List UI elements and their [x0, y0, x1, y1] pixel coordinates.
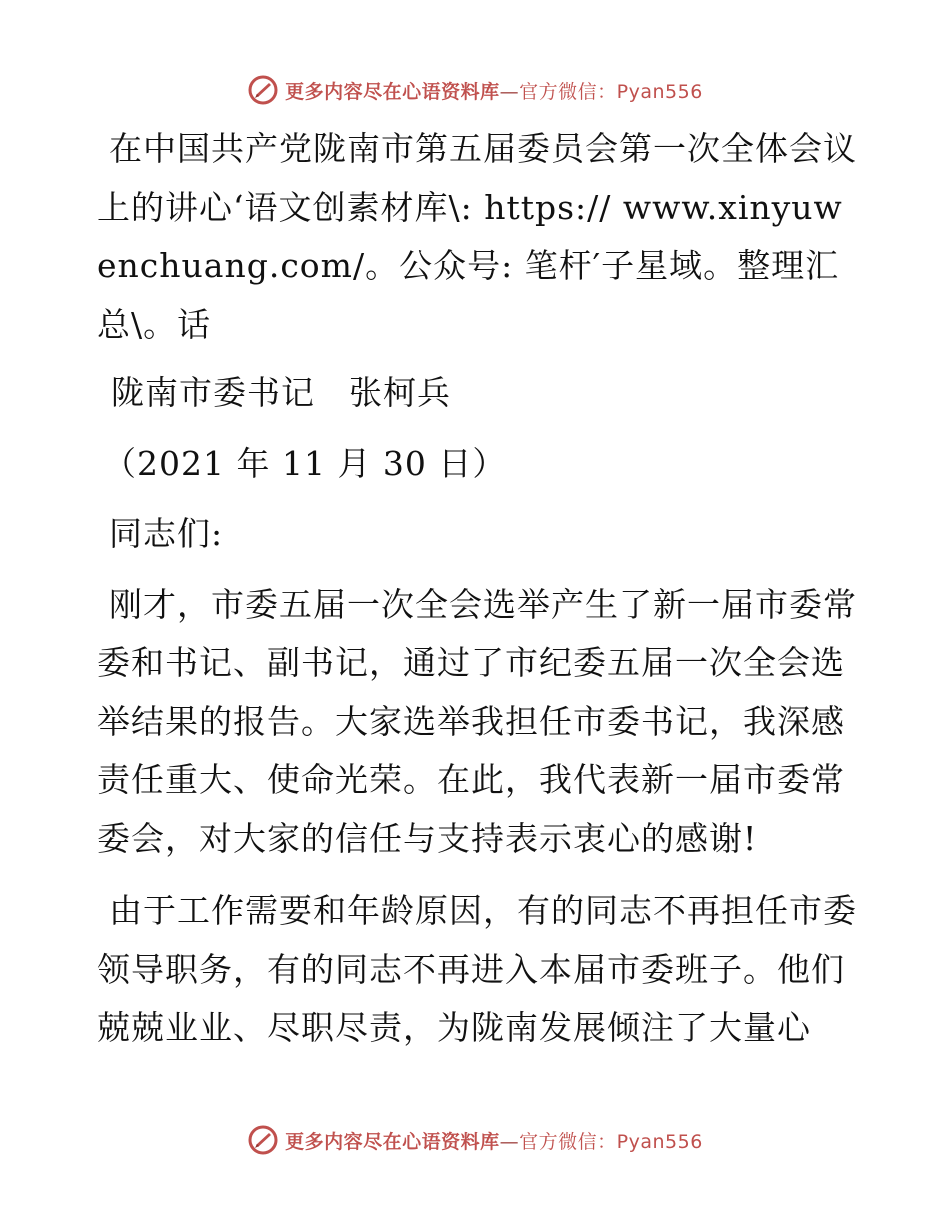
body-paragraph: 刚才，市委五届一次全会选举产生了新一届市委常委和书记、副书记，通过了市纪委五届一次全会选举结果的报告。大家选举我担任市委书记，我深感责任重大、使命光荣。在此，我代表新一届市委常委会，对大家的信任与支持表示衷心的感谢! — [97, 584, 857, 858]
document-body — [97, 120, 857, 1072]
body-paragraph: 由于工作需要和年龄原因，有的同志不再担任市委领导职务，有的同志不再进入本届市委班子。他们兢兢业业、尽职尽责，为陇南发展倾注了大量心 — [97, 891, 857, 1047]
document-title: 在中国共产党陇南市第五届委员会第一次全体会议上的讲心‘语文创素材库\: https:// www.xinyuwenchuang.com/。公众号: 笔杆′子星域。整理汇总\。话 — [97, 129, 857, 344]
banner-text: 更多内容尽在心语资料库—官方微信：Pyan556 — [285, 80, 703, 103]
document-greeting: 同志们: — [109, 514, 224, 553]
document-author: 陇南市委书记 张柯兵 — [111, 373, 451, 412]
logo-icon — [247, 1124, 279, 1156]
header-banner — [0, 70, 950, 110]
document-date: （2021 年 11 月 30 日） — [103, 443, 507, 483]
logo-icon — [247, 74, 279, 106]
banner-text: 更多内容尽在心语资料库—官方微信：Pyan556 — [285, 1130, 703, 1153]
footer-banner — [0, 1120, 950, 1160]
